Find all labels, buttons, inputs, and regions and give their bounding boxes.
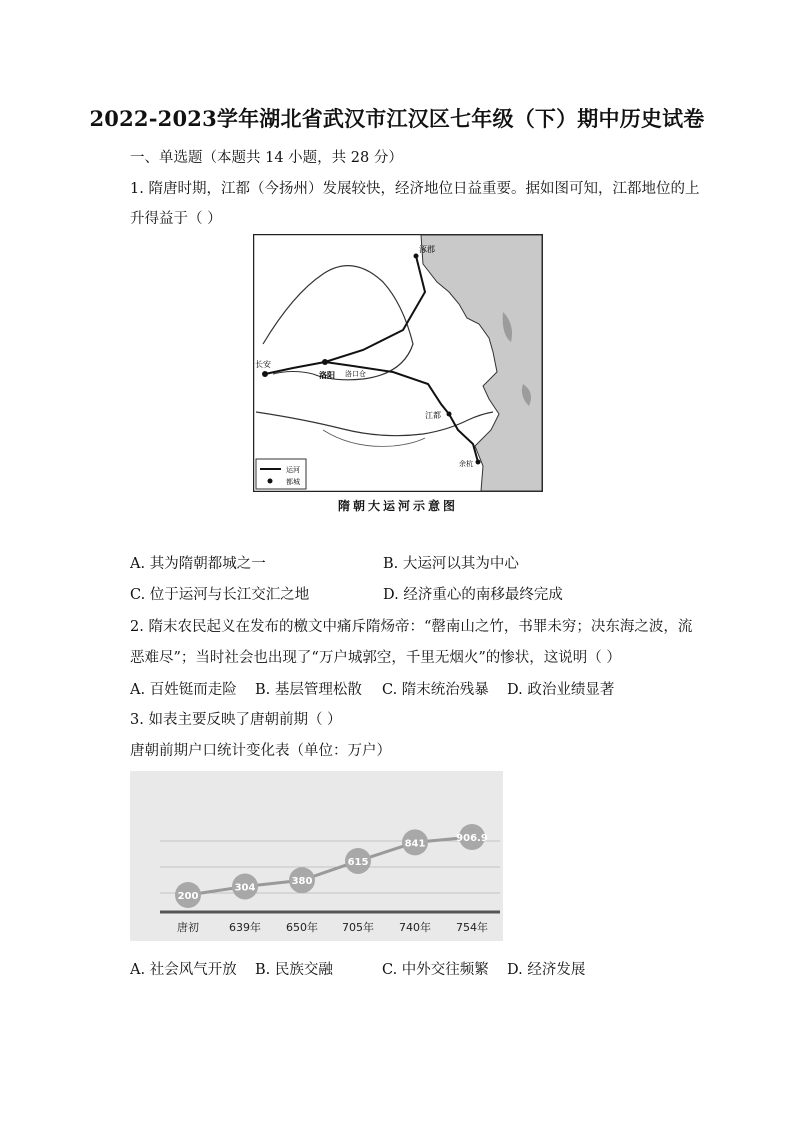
q2-option-b[interactable]: B. 基层管理松散 — [255, 682, 362, 698]
q1-option-c[interactable]: C. 位于运河与长江交汇之地 — [130, 587, 310, 603]
data-label: 200 — [177, 891, 199, 902]
jiangdu-label: 江都 — [425, 411, 441, 420]
q1-stem-line2: 升得益于（ ） — [130, 211, 222, 227]
q3-stem: 3. 如表主要反映了唐朝前期（ ） — [130, 712, 342, 728]
q2-option-c[interactable]: C. 隋末统治残暴 — [382, 682, 489, 698]
x-tick-label: 639年 — [229, 921, 261, 934]
q2-option-d[interactable]: D. 政治业绩显著 — [507, 682, 615, 698]
x-tick-label: 740年 — [399, 921, 431, 934]
luokou-label: 洛口仓 — [345, 370, 366, 378]
q3-table-title: 唐朝前期户口统计变化表（单位：万户） — [130, 743, 391, 759]
household-chart — [130, 771, 503, 941]
x-tick-label: 650年 — [286, 921, 318, 934]
q2-option-a[interactable]: A. 百姓铤而走险 — [130, 682, 237, 698]
data-label: 841 — [404, 838, 426, 850]
zhuojun-marker — [414, 254, 419, 259]
data-label: 906.9 — [456, 833, 488, 844]
data-label: 380 — [291, 876, 313, 888]
data-label: 304 — [234, 882, 256, 894]
luoyang-marker — [322, 359, 328, 365]
x-tick-label: 705年 — [342, 921, 374, 934]
data-label: 615 — [347, 856, 369, 868]
changan-marker — [262, 371, 268, 377]
grand-canal-map — [253, 234, 543, 492]
series-line — [188, 837, 472, 895]
x-tick-label: 唐初 — [177, 921, 199, 934]
x-tick-label: 754年 — [456, 921, 488, 934]
legend-canal: 运河 — [286, 466, 300, 474]
changan-label: 长安 — [255, 360, 271, 369]
exam-title: 2022-2023学年湖北省武汉市江汉区七年级（下）期中历史试卷 — [89, 106, 705, 131]
q1-stem-line1: 1. 隋唐时期，江都（今扬州）发展较快，经济地位日益重要。据如图可知，江都地位的上 — [130, 181, 700, 197]
q3-option-d[interactable]: D. 经济发展 — [507, 962, 586, 978]
q3-option-a[interactable]: A. 社会风气开放 — [130, 962, 237, 978]
map-caption: 隋朝大运河示意图 — [337, 499, 458, 513]
luoyang-label: 洛阳 — [319, 371, 335, 380]
q1-option-b[interactable]: B. 大运河以其为中心 — [383, 556, 519, 572]
zhuojun-label: 涿郡 — [419, 245, 435, 254]
q1-option-d[interactable]: D. 经济重心的南移最终完成 — [383, 587, 563, 603]
q1-option-a[interactable]: A. 其为隋朝都城之一 — [130, 556, 266, 572]
q2-stem-line1: 2. 隋末农民起义在发布的檄文中痛斥隋炀帝：“罄南山之竹，书罪未穷；决东海之波，流 — [130, 619, 693, 635]
legend-city: 都城 — [286, 478, 300, 486]
yuhang-marker — [476, 460, 481, 465]
q3-option-c[interactable]: C. 中外交往频繁 — [382, 962, 489, 978]
section-heading: 一、单选题（本题共 14 小题，共 28 分） — [130, 150, 403, 166]
q2-stem-line2: 恶难尽”；当时社会也出现了“万户城郭空，千里无烟火”的惨状，这说明（ ） — [130, 650, 621, 666]
household-chart-svg — [130, 771, 503, 941]
yuhang-label: 余杭 — [459, 460, 473, 468]
jiangdu-marker — [447, 412, 452, 417]
q3-option-b[interactable]: B. 民族交融 — [255, 962, 333, 978]
